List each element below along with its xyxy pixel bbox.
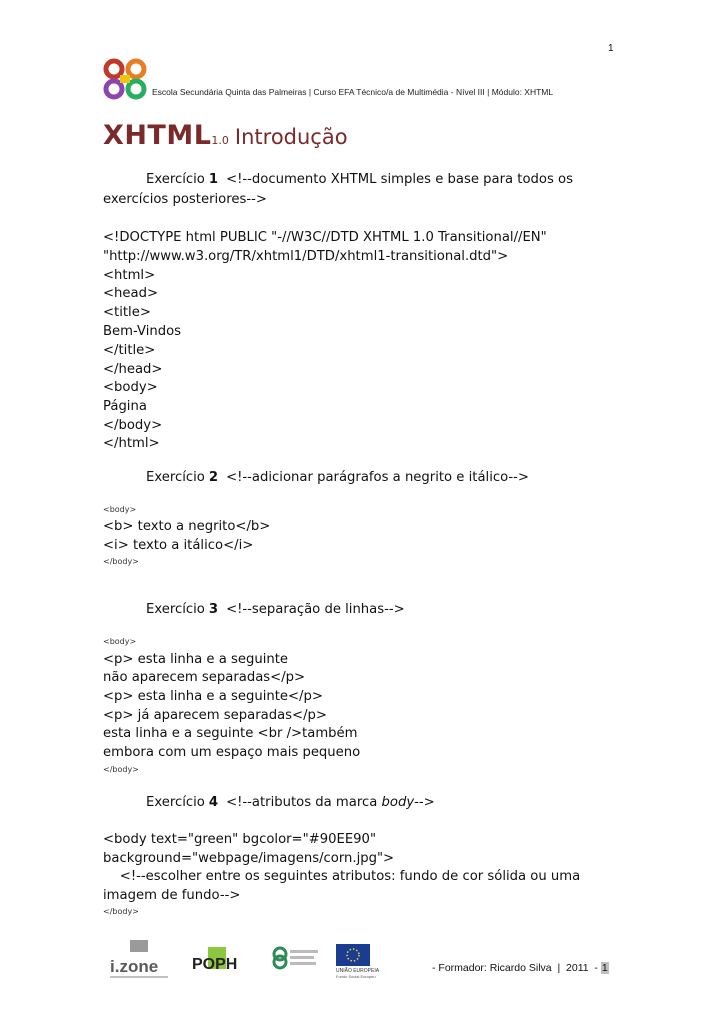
code-line: Página [103, 399, 147, 414]
title-version: 1.0 [211, 134, 229, 147]
exercise-3-heading [146, 602, 405, 617]
code-line: <p> esta linha e a seguinte</p> [103, 689, 323, 704]
code-line: </head> [103, 362, 163, 377]
code-line: <p> já aparecem separadas</p> [103, 708, 327, 723]
footer-page-number: 1 [601, 962, 608, 974]
exercise-comment: <!--adicionar parágrafos a negrito e itálico--> [226, 470, 529, 485]
eu-logo-subtext: Fundo Social Europeu [336, 974, 376, 979]
exercise-2-heading [146, 470, 529, 485]
code-small: <body> [103, 505, 137, 514]
poph-logo [190, 945, 252, 981]
footer-text: - Formador: Ricardo Silva | 2011 - [432, 962, 601, 974]
poph-text: POPH [192, 956, 238, 973]
eu-logo [334, 944, 380, 984]
exercise-comment: <!--atributos da marca [226, 795, 382, 810]
title-subtitle: Introdução [234, 125, 348, 149]
exercise-number: 2 [208, 470, 219, 485]
exercise-comment-end: --> [414, 795, 435, 810]
code-line: <!--escolher entre os seguintes atributos: fundo de cor sólida ou uma [103, 869, 581, 884]
code-small: <body> [103, 637, 137, 646]
exercise-label: Exercício [146, 470, 205, 485]
code-line: não aparecem separadas</p> [103, 670, 306, 685]
code-line: <b> texto a negrito</b> [103, 519, 271, 534]
footer [432, 962, 609, 974]
code-small: </body> [103, 557, 139, 566]
code-line: "http://www.w3.org/TR/xhtml1/DTD/xhtml1-transitional.dtd"> [103, 249, 509, 264]
code-line: <title> [103, 305, 151, 320]
code-line: Bem-Vindos [103, 324, 182, 339]
exercise-1-heading [146, 172, 573, 187]
izone-text: i.zone [110, 957, 159, 976]
code-line: esta linha e a seguinte <br />também [103, 726, 358, 741]
code-line: <body text="green" bgcolor="#90EE90" [103, 832, 377, 847]
exercise-number: 4 [208, 795, 219, 810]
school-logo [103, 58, 147, 100]
qren-logo [272, 946, 322, 970]
code-line: embora com um espaço mais pequeno [103, 745, 361, 760]
exercise-number: 3 [208, 602, 219, 617]
code-line: <p> esta linha e a seguinte [103, 652, 289, 667]
exercise-label: Exercício [146, 602, 205, 617]
exercise-label: Exercício [146, 172, 205, 187]
page-number-top: 1 [608, 43, 614, 54]
exercise-4-heading [146, 795, 435, 810]
eu-logo-text: UNIÃO EUROPEIA [336, 968, 380, 974]
code-line: <i> texto a itálico</i> [103, 538, 254, 553]
exercise-label: Exercício [146, 795, 205, 810]
code-line: <body> [103, 380, 158, 395]
code-line: <head> [103, 286, 159, 301]
exercise-comment-em: body [381, 795, 415, 810]
exercise-comment: <!--separação de linhas--> [226, 602, 405, 617]
exercise-comment: <!--documento XHTML simples e base para todos os [226, 172, 573, 187]
header-school-text: Escola Secundária Quinta das Palmeiras | Curso EFA Técnico/a de Multimédia - Nível III | Módulo: XHTML [152, 87, 554, 97]
code-line: </body> [103, 418, 163, 433]
exercise-1-comment-cont: exercícios posteriores--> [103, 192, 267, 207]
code-line: background="webpage/imagens/corn.jpg"> [103, 851, 395, 866]
page-title [103, 120, 348, 151]
code-small: </body> [103, 907, 139, 916]
code-line: <!DOCTYPE html PUBLIC "-//W3C//DTD XHTML 1.0 Transitional//EN" [103, 230, 547, 245]
code-line: </title> [103, 343, 156, 358]
code-line: <html> [103, 268, 156, 283]
code-line: </html> [103, 436, 160, 451]
izone-logo [108, 938, 174, 984]
title-main: XHTML [103, 120, 212, 151]
exercise-number: 1 [208, 172, 219, 187]
code-line: imagem de fundo--> [103, 888, 241, 903]
code-small: </body> [103, 765, 139, 774]
